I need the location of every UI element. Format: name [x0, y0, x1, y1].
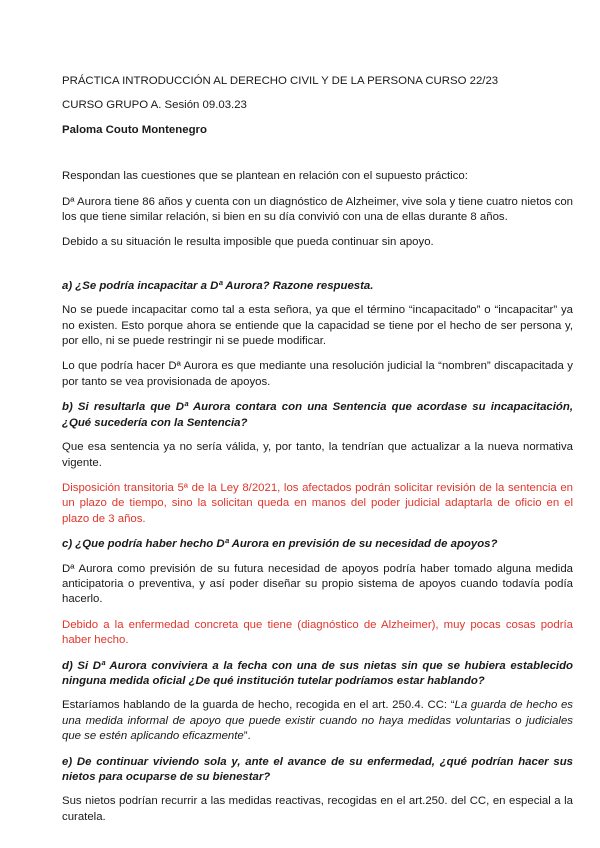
answer-d: [62, 698, 573, 744]
answer-e: Sus nietos podrían recurrir a las medidas reactivas, recogidas en el art.250. del CC, en especial a la curatela.: [62, 795, 573, 823]
note-b: Disposición transitoria 5ª de la Ley 8/2021, los afectados podrán solicitar revisión de la sentencia en un plazo de tiempo, sino la solicitan queda en manos del poder judicial adaptarla de oficio en el plazo de 3 años.: [62, 481, 573, 525]
question-d: d) Si Dª Aurora conviviera a la fecha con una de sus nietas sin que se hubiera establecido ninguna medida oficial ¿De qué institución tutelar podríamos estar hablando?: [62, 659, 573, 687]
answer-a-paragraph-1: No se puede incapacitar como tal a esta señora, ya que el término “incapacitado” o “incapacitar” ya no existen. Esto porque ahora se entiende que la capacidad se tiene por el hecho de ser persona y, por ello, ni se puede restringir ni se puede modificar.: [62, 304, 573, 348]
spacer: [62, 261, 573, 279]
document-title: PRÁCTICA INTRODUCCIÓN AL DERECHO CIVIL Y DE LA PERSONA CURSO 22/23: [62, 75, 499, 87]
instruction-text: Respondan las cuestiones que se plantean en relación con el supuesto práctico:: [62, 170, 468, 183]
document-page: [62, 74, 573, 835]
answer-c: Dª Aurora como previsión de su futura necesidad de apoyos podría haber tomado alguna medida anticipatoria o preventiva, y así poder diseñar su propio sistema de apoyos cuando todavía podía hacerlo.: [62, 562, 573, 606]
case-description: Dª Aurora tiene 86 años y cuenta con un diagnóstico de Alzheimer, vive sola y tiene cuatro nietos con los que tiene similar relación, si bien en su día convivió con una de ellas durante 8 años.: [62, 195, 573, 224]
answer-d-lead: Estaríamos hablando de la guarda de hecho, recogida en el art. 250.4. CC: “: [62, 699, 455, 712]
author-name: Paloma Couto Montenegro: [62, 123, 207, 136]
answer-d-legal-quote: La guarda de hecho es una medida informal de apoyo que puede existir cuando no haya medidas voluntarias o judiciales que se estén aplicando eficazmente: [62, 699, 573, 743]
note-c: Debido a la enfermedad concreta que tiene (diagnóstico de Alzheimer), muy pocas cosas podría haber hecho.: [62, 618, 573, 647]
question-a: a) ¿Se podría incapacitar a Dª Aurora? Razone respuesta.: [62, 279, 374, 292]
answer-a-paragraph-2: Lo que podría hacer Dª Aurora es que mediante una resolución judicial la “nombren” discapacitada y por tanto se vea provisionada de apoyos.: [62, 360, 573, 388]
answer-d-tail: ”.: [243, 730, 251, 743]
question-c: c) ¿Que podría haber hecho Dª Aurora en previsión de su necesidad de apoyos?: [62, 538, 498, 551]
course-group-line: CURSO GRUPO A. Sesión 09.03.23: [62, 99, 247, 112]
answer-b: Que esa sentencia ya no sería válida, y, por tanto, la tendrían que actualizar a la nueva normativa vigente.: [62, 441, 573, 469]
case-situation: Debido a su situación le resulta imposible que pueda continuar sin apoyo.: [62, 236, 434, 249]
question-b: b) Si resultarla que Dª Aurora contara con una Sentencia que acordase su incapacitación, ¿Qué sucedería con la Sentencia?: [62, 401, 573, 429]
spacer: [62, 147, 573, 169]
question-e: e) De continuar viviendo sola y, ante el avance de su enfermedad, ¿qué podrían hacer sus nietos para ocuparse de su bienestar?: [62, 755, 573, 783]
